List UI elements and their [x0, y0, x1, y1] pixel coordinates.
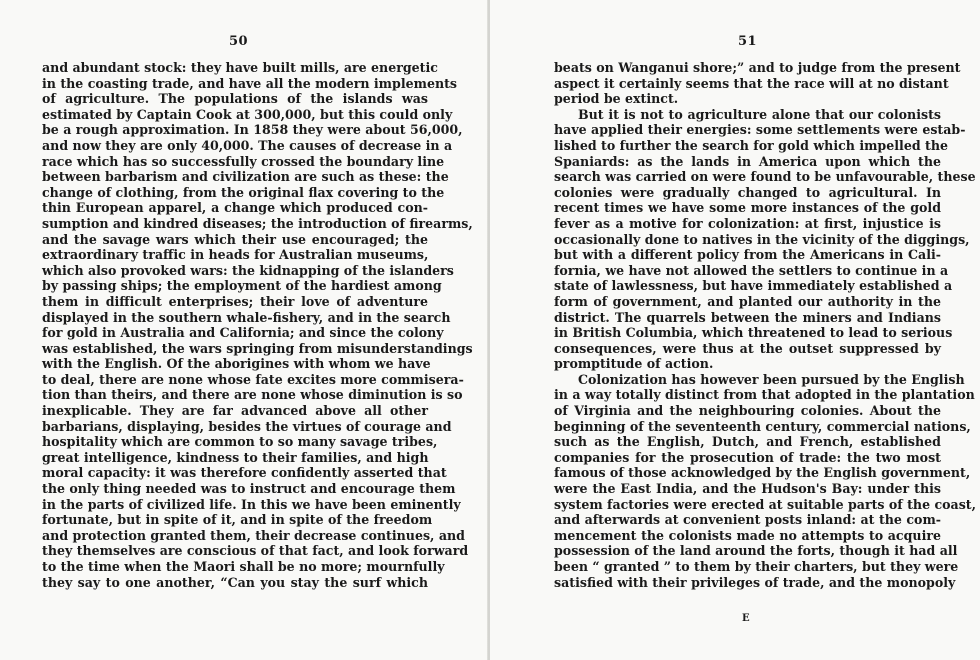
page-number: 50: [229, 34, 249, 49]
text-line: state of lawlessness, but have immediately established a: [554, 278, 953, 294]
text-line: aspect it certainly seems that the race will at no distant: [554, 75, 949, 91]
text-line: change of clothing, from the original flax covering to the: [42, 184, 445, 200]
text-line: colonies were gradually changed to agricultural. In: [554, 184, 941, 200]
text-line: form of government, and planted our authority in the: [554, 293, 941, 309]
text-line: Colonization has however been pursued by the English: [578, 371, 965, 387]
text-line: Spaniards: as the lands in America upon which the: [554, 153, 941, 169]
text-line: beats on Wanganui shore;” and to judge from the present: [554, 60, 961, 75]
text-line: to deal, there are none whose fate excites more commisera-: [42, 371, 464, 387]
text-line: of agriculture. The populations of the islands was: [42, 91, 428, 107]
text-line: But it is not to agriculture alone that our colonists: [578, 106, 941, 122]
body-text: [554, 60, 976, 590]
text-line: promptitude of action.: [554, 356, 714, 372]
text-line: and afterwards at convenient posts inland: at the com-: [554, 512, 941, 528]
text-line: and abundant stock: they have built mills, are energetic: [42, 60, 438, 75]
text-line: and the savage wars which their use encouraged; the: [42, 231, 428, 247]
text-line: in a way totally distinct from that adopted in the plantation: [554, 387, 975, 403]
text-line: and protection granted them, their decrease continues, and: [42, 527, 465, 543]
text-line: moral capacity: it was therefore confidently asserted that: [42, 465, 447, 481]
text-line: been “ granted ” to them by their charters, but they were: [554, 559, 959, 574]
text-line: the only thing needed was to instruct and encourage them: [42, 481, 456, 497]
text-line: estimated by Captain Cook at 300,000, but this could only: [42, 106, 453, 122]
text-line: recent times we have some more instances of the gold: [554, 200, 941, 216]
text-line: lished to further the search for gold which impelled the: [554, 137, 949, 153]
text-line: great intelligence, kindness to their families, and high: [42, 449, 429, 465]
text-line: and now they are only 40,000. The causes of decrease in a: [42, 137, 453, 153]
text-line: fornia, we have not allowed the settlers to continue in a: [554, 262, 949, 278]
text-line: to the time when the Maori shall be no more; mournfully: [42, 559, 445, 574]
text-line: in the coasting trade, and have all the modern implements: [42, 75, 458, 91]
body-text: [42, 60, 473, 590]
text-line: period be extinct.: [554, 91, 679, 107]
text-line: they say to one another, “Can you stay the surf which: [42, 574, 428, 590]
text-line: they themselves are conscious of that fact, and look forward: [42, 543, 469, 559]
text-line: beginning of the seventeenth century, commercial nations,: [554, 418, 971, 434]
text-line: thin European apparel, a change which produced con-: [42, 200, 428, 216]
text-line: companies for the prosecution of trade: the two most: [554, 449, 941, 465]
text-line: consequences, were thus at the outset suppressed by: [554, 340, 941, 356]
text-line: were the East India, and the Hudson's Bay: under this: [554, 481, 941, 497]
text-line: occasionally done to natives in the vicinity of the diggings,: [554, 231, 970, 247]
text-line: be a rough approximation. In 1858 they were about 56,000,: [42, 122, 463, 138]
page-number: 51: [738, 34, 758, 49]
text-line: satisfied with their privileges of trade, and the monopoly: [554, 574, 956, 590]
text-line: such as the English, Dutch, and French, established: [554, 434, 941, 450]
text-line: hospitality which are common to so many savage tribes,: [42, 434, 438, 450]
text-line: district. The quarrels between the miners and Indians: [554, 309, 941, 325]
text-line: was established, the wars springing from misunderstandings: [42, 340, 473, 356]
text-line: which also provoked wars: the kidnapping of the islanders: [42, 262, 454, 278]
text-line: between barbarism and civilization are such as these: the: [42, 169, 449, 185]
text-line: have applied their energies: some settlements were estab-: [554, 122, 966, 138]
text-line: by passing ships; the employment of the hardiest among: [42, 278, 442, 294]
text-line: in the parts of civilized life. In this we have been eminently: [42, 496, 461, 512]
text-line: tion than theirs, and there are none whose diminution is so: [42, 387, 463, 403]
text-line: inexplicable. They are far advanced above all other: [42, 403, 428, 419]
text-line: possession of the land around the forts, though it had all: [554, 543, 958, 559]
text-line: system factories were erected at suitable parts of the coast,: [554, 496, 976, 512]
text-line: fever as a motive for colonization: at first, injustice is: [554, 215, 941, 231]
signature-mark: E: [742, 613, 750, 624]
text-line: famous of those acknowledged by the English government,: [554, 465, 971, 481]
text-line: of Virginia and the neighbouring colonies. About the: [554, 403, 941, 419]
text-line: fortunate, but in spite of it, and in spite of the freedom: [42, 512, 433, 528]
text-line: in British Columbia, which threatened to lead to serious: [554, 325, 953, 341]
right-page: [490, 0, 980, 660]
text-line: barbarians, displaying, besides the virtues of courage and: [42, 418, 452, 434]
text-line: sumption and kindred diseases; the introduction of firearms,: [42, 215, 473, 231]
text-line: displayed in the southern whale-fishery, and in the search: [42, 309, 451, 325]
left-page: [0, 0, 488, 660]
text-line: extraordinary traffic in heads for Australian museums,: [42, 247, 429, 263]
text-line: for gold in Australia and California; and since the colony: [42, 325, 444, 341]
text-line: them in difficult enterprises; their love of adventure: [42, 293, 428, 309]
text-line: but with a different policy from the Americans in Cali-: [554, 247, 941, 263]
text-line: race which has so successfully crossed the boundary line: [42, 153, 445, 169]
text-line: mencement the colonists made no attempts to acquire: [554, 527, 941, 543]
text-line: with the English. Of the aborigines with whom we have: [42, 356, 431, 372]
text-line: search was carried on were found to be unfavourable, these: [554, 169, 976, 185]
